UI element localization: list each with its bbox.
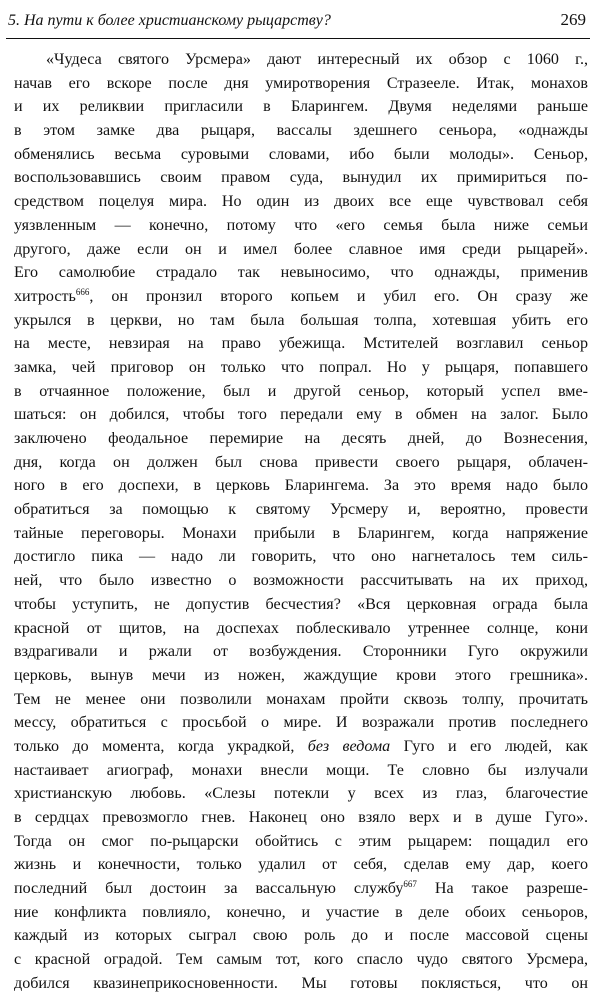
text-line	[14, 830, 588, 854]
text-run: красной от щитов, на доспехах поблескивало утреннее солнце, кони	[14, 619, 588, 637]
text-line	[14, 309, 588, 333]
text-line	[14, 617, 588, 641]
text-line	[14, 853, 588, 877]
text-run: настаивает агиограф, монахи внесли мощи. Те словно бы излучали	[14, 761, 588, 779]
text-run: последний был достоин за вассальную службу	[14, 880, 404, 898]
text-run: и их реликвии пригласили в Бларингем. Двумя неделями раньше	[14, 98, 588, 116]
text-run: Тогда он смог по-рыцарски обойтись с этим рыцарем: пощадил его	[14, 832, 588, 850]
text-run: церковь, вынув мечи из ножен, жаждущие крови этого грешника».	[14, 666, 588, 684]
text-line	[14, 451, 588, 475]
text-line	[14, 356, 588, 380]
text-run: в отчаянное положение, был и другой сеньор, который успел вме-	[14, 382, 588, 400]
text-run: заключено феодальное перемирие на десять дней, до Вознесения,	[14, 430, 588, 447]
text-run: шаться: он добился, чтобы того передали ему в обмен на залог. Было	[14, 406, 588, 424]
text-line	[14, 285, 588, 309]
text-run: в этом замке два рыцаря, вассалы здешнего сеньора, «однажды	[14, 122, 588, 140]
text-run: ного в его доспехи, в церковь Бларингема. За это время надо было	[14, 477, 588, 495]
text-line	[14, 688, 588, 712]
text-run: средством поцелуя мира. Но один из двоих все еще чувствовал себя	[14, 193, 588, 211]
page-number: 269	[560, 10, 586, 29]
text-line	[14, 166, 588, 190]
text-run: Его самолюбие страдало так невыносимо, что однажды, применив	[14, 264, 588, 282]
text-line	[14, 877, 588, 901]
text-line	[14, 948, 588, 972]
text-run: дня, когда он должен был снова привести своего рыцаря, облачен-	[14, 453, 588, 471]
text-line	[14, 143, 588, 167]
text-run: жизнь и конечности, только удалил от себя, сделав ему дар, коего	[14, 856, 588, 874]
text-line	[14, 214, 588, 238]
text-line	[14, 569, 588, 593]
text-line	[14, 593, 588, 617]
text-line	[14, 474, 588, 498]
text-line	[14, 498, 588, 522]
text-line	[14, 238, 588, 262]
text-run: обменялись весьма суровыми словами, ибо были молоды». Сеньор,	[14, 145, 588, 163]
text-run: укрылся в церкви, но там была большая толпа, хотевшая убить его	[14, 311, 588, 329]
text-line	[14, 261, 588, 285]
text-run: воспользовавшись своим правом суда, вынудил их примириться по-	[14, 169, 588, 187]
text-run: с красной оградой. Тем самым тот, кого спасло чудо святого Урсмера,	[14, 951, 588, 969]
running-head	[8, 10, 586, 36]
text-run: тайные переговоры. Монахи прибыли в Бларингем, когда напряжение	[14, 524, 588, 542]
text-run: другого, даже если он и имел более славное имя среди рыцарей».	[14, 240, 588, 258]
text-run: «Чудеса святого Урсмера» дают интересный их обзор с 1060 г.,	[46, 51, 588, 68]
text-line	[14, 332, 588, 356]
text-line	[14, 782, 588, 806]
text-run: достигло пика — надо ли говорить, что оно нагнеталось тем силь-	[14, 548, 588, 566]
text-run: христианскую любовь. «Слезы потекли у всех из глаз, благочестие	[14, 785, 588, 803]
text-line	[14, 664, 588, 688]
text-run: замка, чей приговор он только что попрал. Но у рыцаря, попавшего	[14, 358, 588, 376]
text-line	[14, 806, 588, 830]
italic-run: без ведома	[307, 737, 391, 755]
text-run: Тем не менее они позволили монахам пройти сквозь толпу, прочитать	[14, 690, 588, 708]
text-run: ней, что было известно о возможности рассчитывать на их приход,	[14, 572, 588, 590]
text-run: вздрагивали и ржали от возбуждения. Сторонники Гуго окружили	[14, 643, 588, 661]
text-line	[14, 403, 588, 427]
text-run: ние конфликта повлияло, конечно, и участие в деле обоих сеньоров,	[14, 903, 588, 921]
chapter-title: 5. На пути к более христианскому рыцарству?	[8, 12, 331, 29]
text-line	[14, 640, 588, 664]
text-run: мессу, обратиться с просьбой о мире. И возражали против последнего	[14, 714, 588, 732]
text-line	[14, 72, 588, 96]
body-text	[14, 48, 588, 996]
text-run: Гуго и его людей, как	[390, 737, 588, 755]
text-line	[14, 545, 588, 569]
text-run: хитрость	[14, 287, 76, 305]
text-line	[14, 190, 588, 214]
text-line	[14, 95, 588, 119]
text-line	[14, 119, 588, 143]
text-line	[14, 735, 588, 759]
text-line	[14, 901, 588, 925]
text-line	[14, 380, 588, 404]
text-run: каждый из которых сыграл свою роль до и после массовой сцены	[14, 927, 588, 945]
text-run: начав его вскоре после дня умиротворения Стразееле. Итак, монахов	[14, 74, 588, 92]
footnote-ref: 666	[75, 286, 90, 297]
text-line	[14, 711, 588, 735]
text-line	[14, 522, 588, 546]
text-line	[14, 924, 588, 948]
text-line	[14, 972, 588, 996]
text-run: на месте, невзирая на право убежища. Мстителей возглавил сеньор	[14, 335, 588, 353]
text-line	[14, 759, 588, 783]
text-run: , он пронзил второго копьем и убил его. Он сразу же	[89, 287, 588, 305]
text-line	[14, 427, 588, 451]
text-run: обратиться за помощью к святому Урсмеру и, вероятно, провести	[14, 501, 588, 519]
text-run: в сердцах превозмогло гнев. Наконец оно взяло верх и в душе Гуго».	[14, 809, 588, 826]
text-line	[14, 48, 588, 72]
text-run: только до момента, когда украдкой,	[14, 737, 308, 755]
text-run: чтобы уступить, не допустив бесчестия? «Вся церковная ограда была	[14, 595, 588, 613]
footnote-ref: 667	[403, 879, 417, 890]
text-run: добился квазинеприкосновенности. Мы готовы поклясться, что он	[14, 974, 588, 992]
header-rule	[6, 38, 590, 39]
text-run: На такое разреше-	[416, 880, 588, 898]
text-run: уязвленным — конечно, потому что «его семья была ниже семьи	[14, 216, 588, 234]
